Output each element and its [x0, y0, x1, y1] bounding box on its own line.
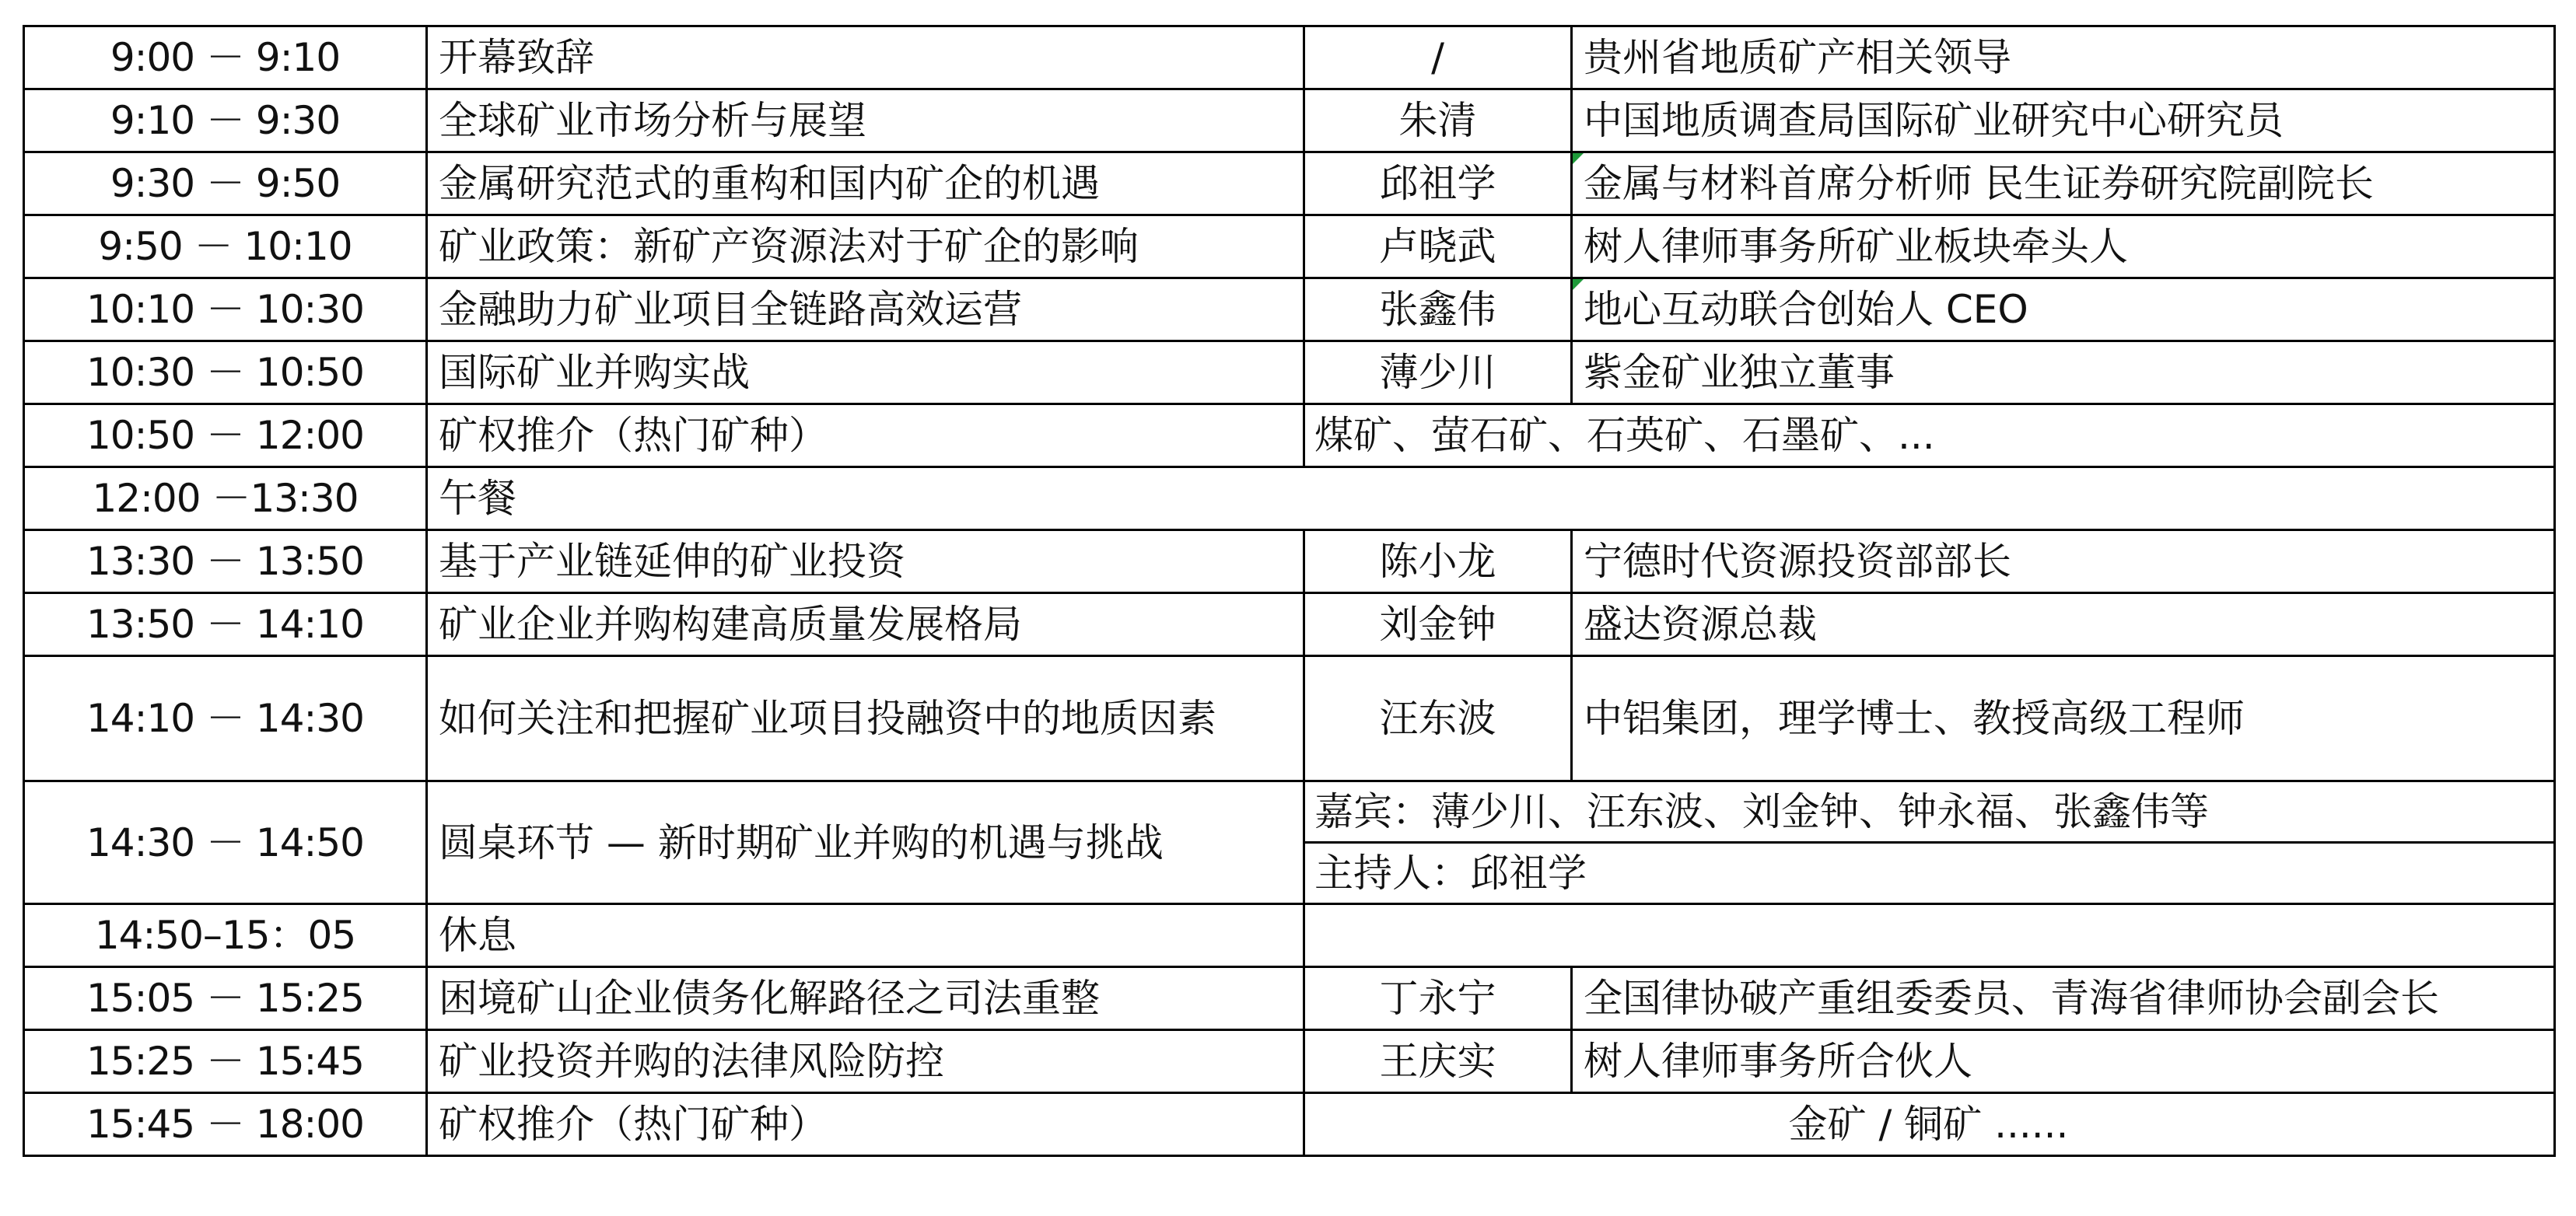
topic-cell: 矿权推介（热门矿种） — [427, 1093, 1304, 1156]
time-cell: 10:50 － 12:00 — [24, 404, 427, 467]
speaker-title-cell: 树人律师事务所合伙人 — [1572, 1030, 2555, 1093]
agenda-table — [23, 25, 2556, 1157]
table-row — [24, 89, 2555, 152]
time-cell: 9:00 － 9:10 — [24, 26, 427, 89]
speaker-title-cell: 中铝集团，理学博士、教授高级工程师 — [1572, 656, 2555, 781]
topic-cell: 矿权推介（热门矿种） — [427, 404, 1304, 467]
speaker-title-cell: 紫金矿业独立董事 — [1572, 341, 2555, 404]
topic-cell: 矿业政策：新矿产资源法对于矿企的影响 — [427, 215, 1304, 278]
time-cell: 15:05 － 15:25 — [24, 967, 427, 1030]
speaker-cell: 刘金钟 — [1304, 593, 1572, 656]
speaker-title-cell: 宁德时代资源投资部部长 — [1572, 530, 2555, 593]
table-row — [24, 781, 2555, 843]
speaker-cell: 卢晓武 — [1304, 215, 1572, 278]
topic-cell: 全球矿业市场分析与展望 — [427, 89, 1304, 152]
table-row — [24, 341, 2555, 404]
table-row — [24, 152, 2555, 215]
topic-cell: 休息 — [427, 904, 1304, 967]
speaker-cell: 邱祖学 — [1304, 152, 1572, 215]
table-row — [24, 467, 2555, 530]
roundtable-host: 主持人：邱祖学 — [1304, 843, 2555, 904]
time-cell: 9:30 － 9:50 — [24, 152, 427, 215]
time-cell: 14:30 － 14:50 — [24, 781, 427, 904]
topic-cell: 国际矿业并购实战 — [427, 341, 1304, 404]
time-cell: 15:25 － 15:45 — [24, 1030, 427, 1093]
speaker-cell: / — [1304, 26, 1572, 89]
speaker-title-cell: 树人律师事务所矿业板块牵头人 — [1572, 215, 2555, 278]
speaker-cell: 张鑫伟 — [1304, 278, 1572, 341]
time-cell: 13:50 － 14:10 — [24, 593, 427, 656]
table-row — [24, 215, 2555, 278]
empty-cell — [1304, 904, 2555, 967]
table-row — [24, 530, 2555, 593]
time-cell: 9:50 － 10:10 — [24, 215, 427, 278]
table-row — [24, 1030, 2555, 1093]
topic-cell: 午餐 — [427, 467, 2555, 530]
time-cell: 14:10 － 14:30 — [24, 656, 427, 781]
speaker-cell: 王庆实 — [1304, 1030, 1572, 1093]
table-row — [24, 26, 2555, 89]
topic-cell: 圆桌环节 — 新时期矿业并购的机遇与挑战 — [427, 781, 1304, 904]
topic-cell: 矿业企业并购构建高质量发展格局 — [427, 593, 1304, 656]
mining-rights-list: 煤矿、萤石矿、石英矿、石墨矿、... — [1304, 404, 2555, 467]
speaker-title-cell: 中国地质调查局国际矿业研究中心研究员 — [1572, 89, 2555, 152]
roundtable-guests: 嘉宾：薄少川、汪东波、刘金钟、钟永福、张鑫伟等 — [1304, 781, 2555, 843]
speaker-title-cell: 全国律协破产重组委委员、青海省律师协会副会长 — [1572, 967, 2555, 1030]
time-cell: 9:10 － 9:30 — [24, 89, 427, 152]
topic-cell: 矿业投资并购的法律风险防控 — [427, 1030, 1304, 1093]
speaker-title-cell: 贵州省地质矿产相关领导 — [1572, 26, 2555, 89]
speaker-title-cell: 地心互动联合创始人 CEO — [1572, 278, 2555, 341]
time-cell: 13:30 － 13:50 — [24, 530, 427, 593]
speaker-title-cell: 盛达资源总裁 — [1572, 593, 2555, 656]
topic-cell: 基于产业链延伸的矿业投资 — [427, 530, 1304, 593]
table-row — [24, 1093, 2555, 1156]
table-row — [24, 404, 2555, 467]
speaker-title-cell: 金属与材料首席分析师 民生证券研究院副院长 — [1572, 152, 2555, 215]
speaker-cell: 丁永宁 — [1304, 967, 1572, 1030]
mining-rights-list: 金矿 / 铜矿 ...... — [1304, 1093, 2555, 1156]
time-cell: 10:10 － 10:30 — [24, 278, 427, 341]
table-row — [24, 278, 2555, 341]
topic-cell: 开幕致辞 — [427, 26, 1304, 89]
time-cell: 15:45 － 18:00 — [24, 1093, 427, 1156]
table-row — [24, 967, 2555, 1030]
table-row — [24, 656, 2555, 781]
topic-cell: 金融助力矿业项目全链路高效运营 — [427, 278, 1304, 341]
speaker-cell: 陈小龙 — [1304, 530, 1572, 593]
time-cell: 10:30 － 10:50 — [24, 341, 427, 404]
speaker-cell: 汪东波 — [1304, 656, 1572, 781]
topic-cell: 困境矿山企业债务化解路径之司法重整 — [427, 967, 1304, 1030]
speaker-cell: 朱清 — [1304, 89, 1572, 152]
time-cell: 14:50–15：05 — [24, 904, 427, 967]
table-row — [24, 904, 2555, 967]
time-cell: 12:00 －13:30 — [24, 467, 427, 530]
table-row — [24, 593, 2555, 656]
topic-cell: 金属研究范式的重构和国内矿企的机遇 — [427, 152, 1304, 215]
speaker-cell: 薄少川 — [1304, 341, 1572, 404]
topic-cell: 如何关注和把握矿业项目投融资中的地质因素 — [427, 656, 1304, 781]
